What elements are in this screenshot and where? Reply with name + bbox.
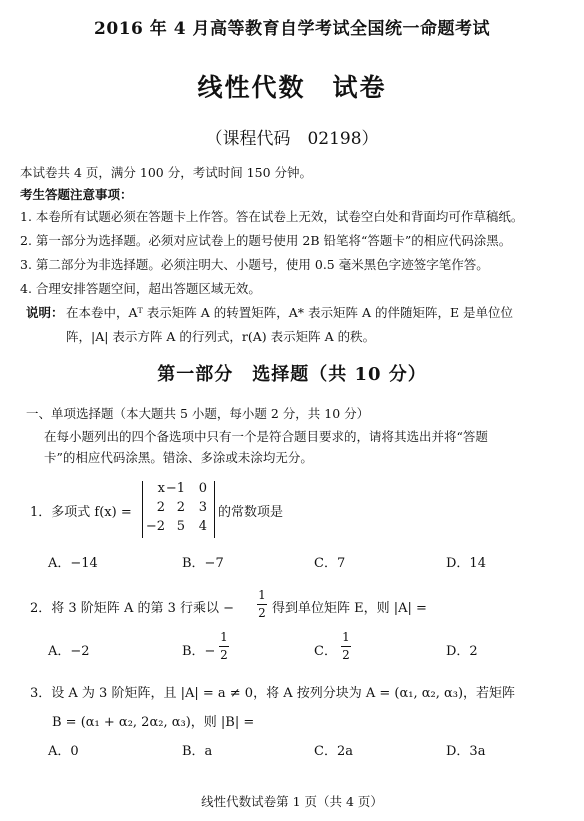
- q1-suffix: 的常数项是: [218, 505, 284, 520]
- q2-text-b: 得到单位矩阵 E，则 |A| =: [272, 601, 427, 616]
- note-item: 2. 第一部分为选择题。必须对应试卷上的题号使用 2B 铅笔将“答题卡”的相应代码涂黑。: [20, 233, 512, 248]
- q1-prefix: 1．多项式 f(x) =: [30, 505, 132, 520]
- q1-option-a: A．−14: [48, 556, 98, 571]
- q2-option-c-bar: [341, 646, 351, 647]
- explain-line-1: 在本卷中，Aᵀ 表示矩阵 A 的转置矩阵，A* 表示矩阵 A 的伴随矩阵，E 是单位位: [66, 305, 514, 320]
- matrix-cell: −2: [145, 519, 165, 534]
- q2-frac-bar: [257, 604, 267, 605]
- q1-option-c: C．7: [314, 556, 346, 571]
- matrix-cell: −1: [165, 481, 185, 496]
- q3-option-a: A．0: [48, 744, 79, 759]
- matrix-cell: 5: [176, 519, 185, 534]
- exam-info: 本试卷共 4 页，满分 100 分，考试时间 150 分钟。: [20, 165, 313, 180]
- section-title: 一、单项选择题（本大题共 5 小题，每小题 2 分，共 10 分）: [26, 406, 370, 421]
- q3-line-2: B = (α₁ + α₂, 2α₂, α₃)，则 |B| =: [52, 715, 255, 730]
- note-item: 1. 本卷所有试题必须在答题卡上作答。答在试卷上无效，试卷空白处和背面均可作草稿纸。: [20, 209, 524, 224]
- exam-title: 2016 年 4 月高等教育自学考试全国统一命题考试: [94, 19, 490, 39]
- q1-option-d: D．14: [446, 556, 486, 571]
- matrix-cell: 3: [198, 500, 207, 515]
- q2-frac-den: 2: [258, 606, 266, 620]
- q2-option-c-num: 1: [342, 630, 350, 644]
- note-item: 4. 合理安排答题空间，超出答题区域无效。: [20, 281, 261, 296]
- section-desc-2: 卡”的相应代码涂黑。错涂、多涂或未涂均无分。: [44, 450, 313, 465]
- section-desc-1: 在每小题列出的四个备选项中只有一个是符合题目要求的，请将其选出并将“答题: [44, 429, 488, 444]
- page-footer: 线性代数试卷第 1 页（共 4 页）: [201, 794, 383, 809]
- part-one-heading: 第一部分 选择题（共 10 分）: [157, 364, 427, 385]
- q1-determinant: [142, 481, 215, 538]
- q2-option-b-den: 2: [220, 648, 228, 662]
- matrix-cell: 2: [176, 500, 185, 515]
- q3-option-d: D．3a: [446, 744, 486, 759]
- explain-line-2: 阵，|A| 表示方阵 A 的行列式，r(A) 表示矩阵 A 的秩。: [66, 329, 376, 344]
- matrix-cell: 4: [198, 519, 207, 534]
- q2-option-c: C．: [314, 644, 337, 659]
- matrix-cell: 2: [156, 500, 165, 515]
- note-item: 3. 第二部分为非选择题。必须注明大、小题号，使用 0.5 毫米黑色字迹签字笔作答。: [20, 257, 489, 272]
- q2-text-a: 2．将 3 阶矩阵 A 的第 3 行乘以 −: [30, 601, 235, 616]
- matrix-cell: 0: [198, 481, 207, 496]
- subject-title: 线性代数 试卷: [197, 73, 387, 102]
- q3-option-c: C．2a: [314, 744, 353, 759]
- q2-frac-num: 1: [258, 588, 266, 602]
- notes-title: 考生答题注意事项：: [20, 187, 133, 202]
- explain-label: 说明：: [26, 305, 64, 320]
- course-code: （课程代码 02198）: [205, 129, 379, 149]
- q1-option-b: B．−7: [182, 556, 224, 571]
- q3-line-1: 3．设 A 为 3 阶矩阵，且 |A| = a ≠ 0，将 A 按列分块为 A = (α₁, α₂, α₃)，若矩阵: [30, 686, 516, 701]
- q2-option-d: D．2: [446, 644, 478, 659]
- q2-option-b-bar: [219, 646, 229, 647]
- q2-option-b-num: 1: [220, 630, 228, 644]
- q2-option-c-den: 2: [342, 648, 350, 662]
- q2-option-b: B．−: [182, 644, 216, 659]
- q2-option-a: A．−2: [48, 644, 90, 659]
- matrix-cell: x: [157, 481, 165, 496]
- q3-option-b: B．a: [182, 744, 213, 759]
